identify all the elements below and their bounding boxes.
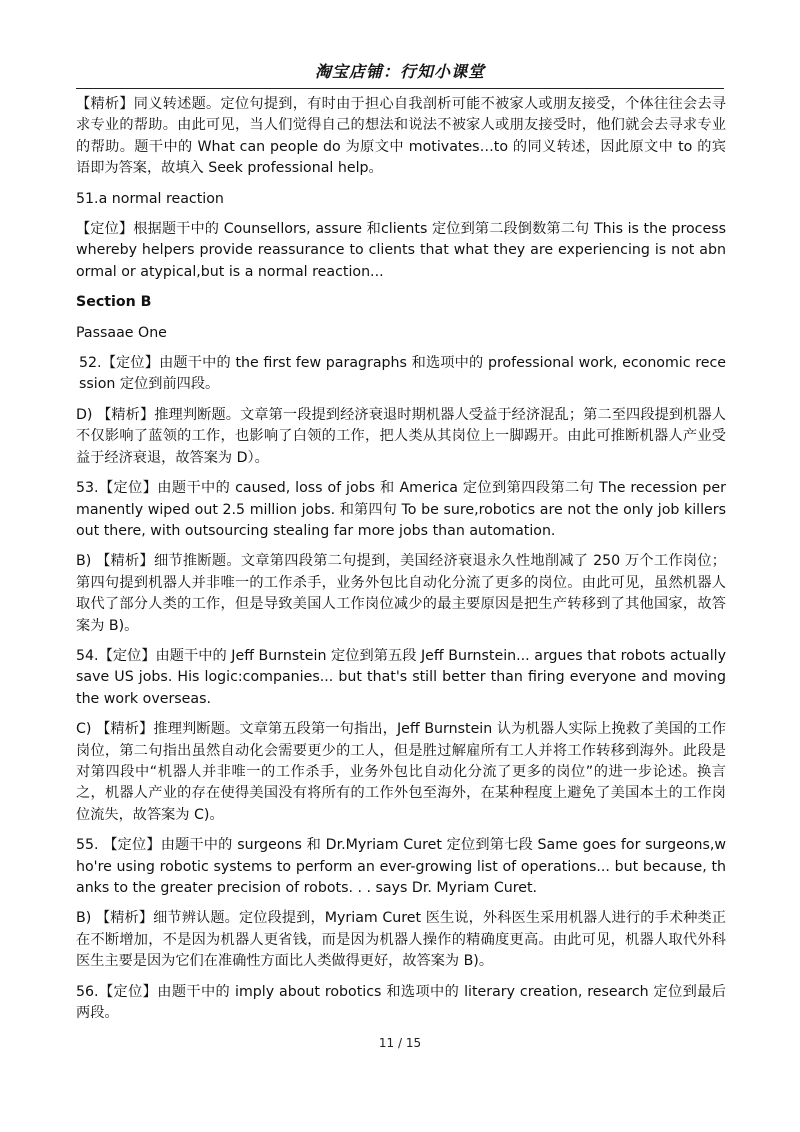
- paragraph-analysis-52: D) 【精析】推理判断题。文章第一段提到经济衰退时期机器人受益于经济混乱；第二至四段提到机器人不仅影响了蓝领的工作，也影响了白领的工作，把人类从其岗位上一脚踢开。由此可推断机器人产业受益于经济衰退，故答案为 D）。: [76, 406, 726, 466]
- header-title: 淘宝店铺：行知小课堂: [314, 62, 485, 81]
- paragraph-analysis-54: C) 【精析】推理判断题。文章第五段第一句指出，Jeff Burnstein 认为机器人实际上挽救了美国的工作岗位，第二句指出虽然自动化会需要更少的工人，但是胜过解雇所有工人并将工作转移到海外。此段是对第四段中“机器人并非唯一的工作杀手，业务外包比自动化分流了更多的岗位”的进一步论述。换言之，机器人产业的存在使得美国没有将所有的工作外包至海外，在某种程度上避免了美国本土的工作岗位流失，故答案为 C)。: [76, 721, 726, 823]
- page-footer: [0, 1036, 800, 1050]
- paragraph-analysis-55: B) 【精析】细节辨认题。定位段提到，Myriam Curet 医生说，外科医生采用机器人进行的手术种类正在不断增加，不是因为机器人更省钱，而是因为机器人操作的精确度更高。由此可见，机器人取代外科医生主要是因为它们在准确性方面比人类做得更好，故答案为 B)。: [76, 910, 726, 970]
- document-body: [76, 94, 726, 1033]
- passage-heading: Passaae One: [76, 324, 167, 341]
- page-header: [76, 62, 724, 89]
- paragraph-locate-52: 52.【定位】由题干中的 the first few paragraphs 和选项中的 professional work, economic recession 定位到前四段。: [79, 355, 726, 393]
- section-heading: Section B: [76, 294, 152, 311]
- paragraph-analysis-50: 【精析】同义转述题。定位句提到，有时由于担心自我剖析可能不被家人或朋友接受，个体往往会去寻求专业的帮助。由此可见，当人们觉得自己的想法和说法不被家人或朋友接受时，他们就会去寻求专业的帮助。题干中的 What can people do 为原文中 motivates…to 的同义转述，因此原文中 to 的宾语即为答案，故填入 Seek professional help。: [76, 96, 726, 177]
- paragraph-locate-54: 54.【定位】由题干中的 Jeff Burnstein 定位到第五段 Jeff Burnstein... argues that robots actually save US jobs. His logic:companies... but that's still better than firing everyone and moving the work overseas.: [76, 647, 726, 707]
- paragraph-locate-56: 56.【定位】由题干中的 imply about robotics 和选项中的 literary creation, research 定位到最后两段。: [76, 983, 726, 1022]
- answer-51: 51.a normal reaction: [76, 190, 224, 207]
- paragraph-locate-55: 55. 【定位】由题干中的 surgeons 和 Dr.Myriam Curet 定位到第七段 Same goes for surgeons,who're using robotic systems to perform an ever-growing list of operations... but because, thanks to the greater precision of robots. . . says Dr. Myriam Curet.: [76, 837, 726, 896]
- paragraph-locate-53: 53.【定位】由题干中的 caused, loss of jobs 和 America 定位到第四段第二句 The recession permanently wiped out 2.5 million jobs. 和第四句 To be sure,robotics are not the only job killers out there, with outsourcing stealing far more jobs than automation.: [76, 480, 726, 539]
- paragraph-analysis-53: B) 【精析】细节推断题。文章第四段第二句提到，美国经济衰退永久性地削减了 250 万个工作岗位；第四句提到机器人并非唯一的工作杀手，业务外包比自动化分流了更多的岗位。由此可见，虽然机器人取代了部分人类的工作，但是导致美国人工作岗位减少的最主要原因是把生产转移到了其他国家，故答案为 B)。: [76, 553, 726, 634]
- paragraph-locate-51: 【定位】根据题干中的 Counsellors, assure 和clients 定位到第二段倒数第二句 This is the process whereby helpers provide reassurance to clients that what they are experiencing is not abnormal or atypical,but is a normal reaction...: [76, 221, 726, 280]
- page-number: 11 / 15: [378, 1036, 422, 1050]
